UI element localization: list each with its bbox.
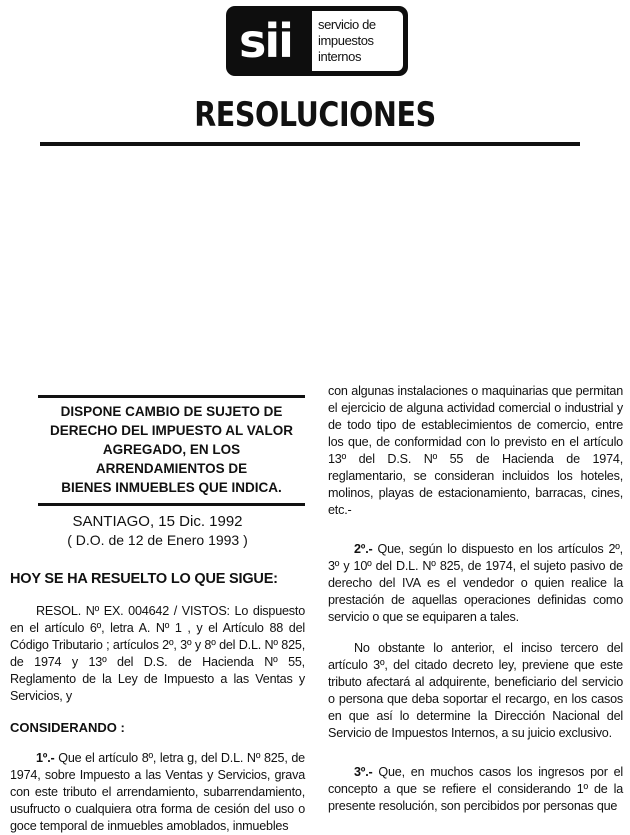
logo-wordmark xyxy=(312,11,403,71)
heading-line: BIENES INMUEBLES QUE INDICA. xyxy=(61,480,282,495)
logo-mark: sii xyxy=(239,14,292,68)
clause-text: Que, según lo dispuesto en los artículos 2º, 3º y 10º del D.L. Nº 825, de 1974, el sujeto pasivo de derecho del IVA es el vendedor o quien realice la prestación de aquellas operaciones definidas como servicio o que se equiparen a tales. xyxy=(328,542,623,624)
resol-paragraph: RESOL. Nº EX. 004642 / VISTOS: Lo dispuesto en el artículo 6º, letra A. Nº 1 , y el Artículo 88 del Código Tributario ; artículos 2º, 3º y 8º del D.L. Nº 825, de 1974 y 13º del D.S. de Hacienda Nº 55, Reglamento de la Ley de Impuesto a las Ventas y Servicios, y xyxy=(10,604,305,703)
date-line: SANTIAGO, 15 Dic. 1992 xyxy=(72,513,243,530)
right-column xyxy=(328,383,623,815)
considerando-2 xyxy=(328,541,623,626)
left-column xyxy=(10,395,305,835)
heading-line: DISPONE CAMBIO DE SUJETO DE xyxy=(60,404,283,419)
heading-line: AGREGADO, EN LOS ARRENDAMIENTOS DE xyxy=(95,442,248,476)
clause-text: Que el artículo 8º, letra g, del D.L. Nº 825, de 1974, sobre Impuesto a las Ventas y Servicios, grava con este tributo el arrendamiento, subarrendamiento, usufructo o cualquiera otra forma de cesión del uso o goce temporal de inmuebles amoblados, inmuebles xyxy=(10,751,305,833)
considerando-1-continued: con algunas instalaciones o maquinarias que permitan el ejercicio de alguna actividad comercial o industrial y de todo tipo de establecimientos de comercio, entre los que, de conformidad con lo previsto en el artículo 13º del D.S. Nº 55 de Hacienda de 1974, reglamentario, se consideran incluidos los hoteles, molinos, playas de estacionamiento, barracas, cines, etc.- xyxy=(328,384,623,517)
clause-number: 3º.- xyxy=(354,765,373,779)
considerando-3 xyxy=(328,764,623,815)
resolved-heading: HOY SE HA RESUELTO LO QUE SIGUE: xyxy=(10,571,278,587)
publication-line: ( D.O. de 12 de Enero 1993 ) xyxy=(67,532,248,548)
clause-text: Que, en muchos casos los ingresos por el concepto a que se refiere el considerando 1º de la presente resolución, son percibidos por personas que xyxy=(328,765,623,813)
sii-logo xyxy=(226,6,408,76)
clause-number: 2º.- xyxy=(354,542,373,556)
considerando-1 xyxy=(10,750,305,835)
considerando-2-continued: No obstante lo anterior, el inciso tercero del artículo 3º, del citado decreto ley, previene que este tributo afectará al adquirente, beneficiario del servicio o persona que deba soportar el recargo, en los casos en que así lo determine la Dirección Nacional del Servicio de Impuestos Internos, a su juicio exclusivo. xyxy=(328,641,623,740)
logo-line-1: servicio de xyxy=(318,17,376,32)
logo-line-3: internos xyxy=(318,49,362,64)
title-rule xyxy=(40,142,580,146)
logo-line-2: impuestos xyxy=(318,33,374,48)
page-title: RESOLUCIONES xyxy=(194,95,436,135)
heading-line: DERECHO DEL IMPUESTO AL VALOR xyxy=(49,423,294,438)
resolution-heading-box xyxy=(38,395,305,506)
clause-number: 1º.- xyxy=(36,751,55,765)
considerando-heading: CONSIDERANDO : xyxy=(10,720,125,735)
